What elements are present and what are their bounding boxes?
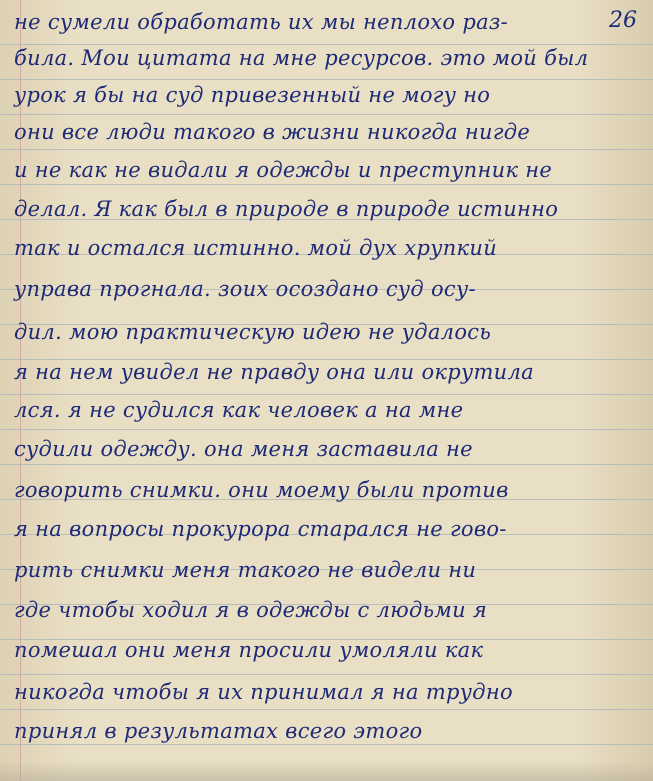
- ruled-line: [0, 394, 653, 395]
- ruled-line: [0, 744, 653, 745]
- ruled-line: [0, 44, 653, 45]
- ruled-line: [0, 674, 653, 675]
- handwritten-line: никогда чтобы я их принимал я на трудно: [14, 680, 513, 704]
- ruled-line: [0, 184, 653, 185]
- handwritten-line: судили одежду. она меня заставила не: [14, 437, 473, 461]
- handwritten-line: принял в результатах всего этого: [14, 719, 423, 743]
- handwritten-line: делал. Я как был в природе в природе истинно: [14, 197, 559, 221]
- handwritten-line: так и остался истинно. мой дух хрупкий: [14, 236, 498, 260]
- ruled-line: [0, 114, 653, 115]
- margin-line: [20, 0, 21, 781]
- handwritten-line: я на вопросы прокурора старался не гово-: [14, 517, 507, 541]
- ruled-line: [0, 149, 653, 150]
- handwritten-line: урок я бы на суд привезенный не могу но: [14, 83, 491, 107]
- page-edge-shadow: [0, 761, 653, 781]
- handwritten-line: помешал они меня просили умоляли как: [14, 638, 484, 662]
- handwritten-line: рить снимки меня такого не видели ни: [14, 558, 477, 582]
- ruled-line: [0, 464, 653, 465]
- ruled-line: [0, 429, 653, 430]
- page-number: 26: [609, 8, 637, 33]
- handwritten-line: била. Мои цитата на мне ресурсов. это мой был: [14, 46, 589, 70]
- handwritten-line: лся. я не судился как человек а на мне: [14, 398, 464, 422]
- ruled-line: [0, 79, 653, 80]
- handwritten-line: не сумели обработать их мы неплохо раз-: [14, 10, 509, 34]
- handwritten-line: и не как не видали я одежды и преступник не: [14, 158, 553, 182]
- handwritten-line: они все люди такого в жизни никогда нигде: [14, 120, 531, 144]
- ruled-line: [0, 709, 653, 710]
- handwritten-line: управа прогнала. зоих осоздано суд осу-: [14, 277, 476, 301]
- handwritten-line: где чтобы ходил я в одежды с людьми я: [14, 598, 488, 622]
- handwritten-line: дил. мою практическую идею не удалось: [14, 320, 492, 344]
- handwritten-line: я на нем увидел не правду она или окрутила: [14, 360, 534, 384]
- handwritten-line: говорить снимки. они моему были против: [14, 478, 509, 502]
